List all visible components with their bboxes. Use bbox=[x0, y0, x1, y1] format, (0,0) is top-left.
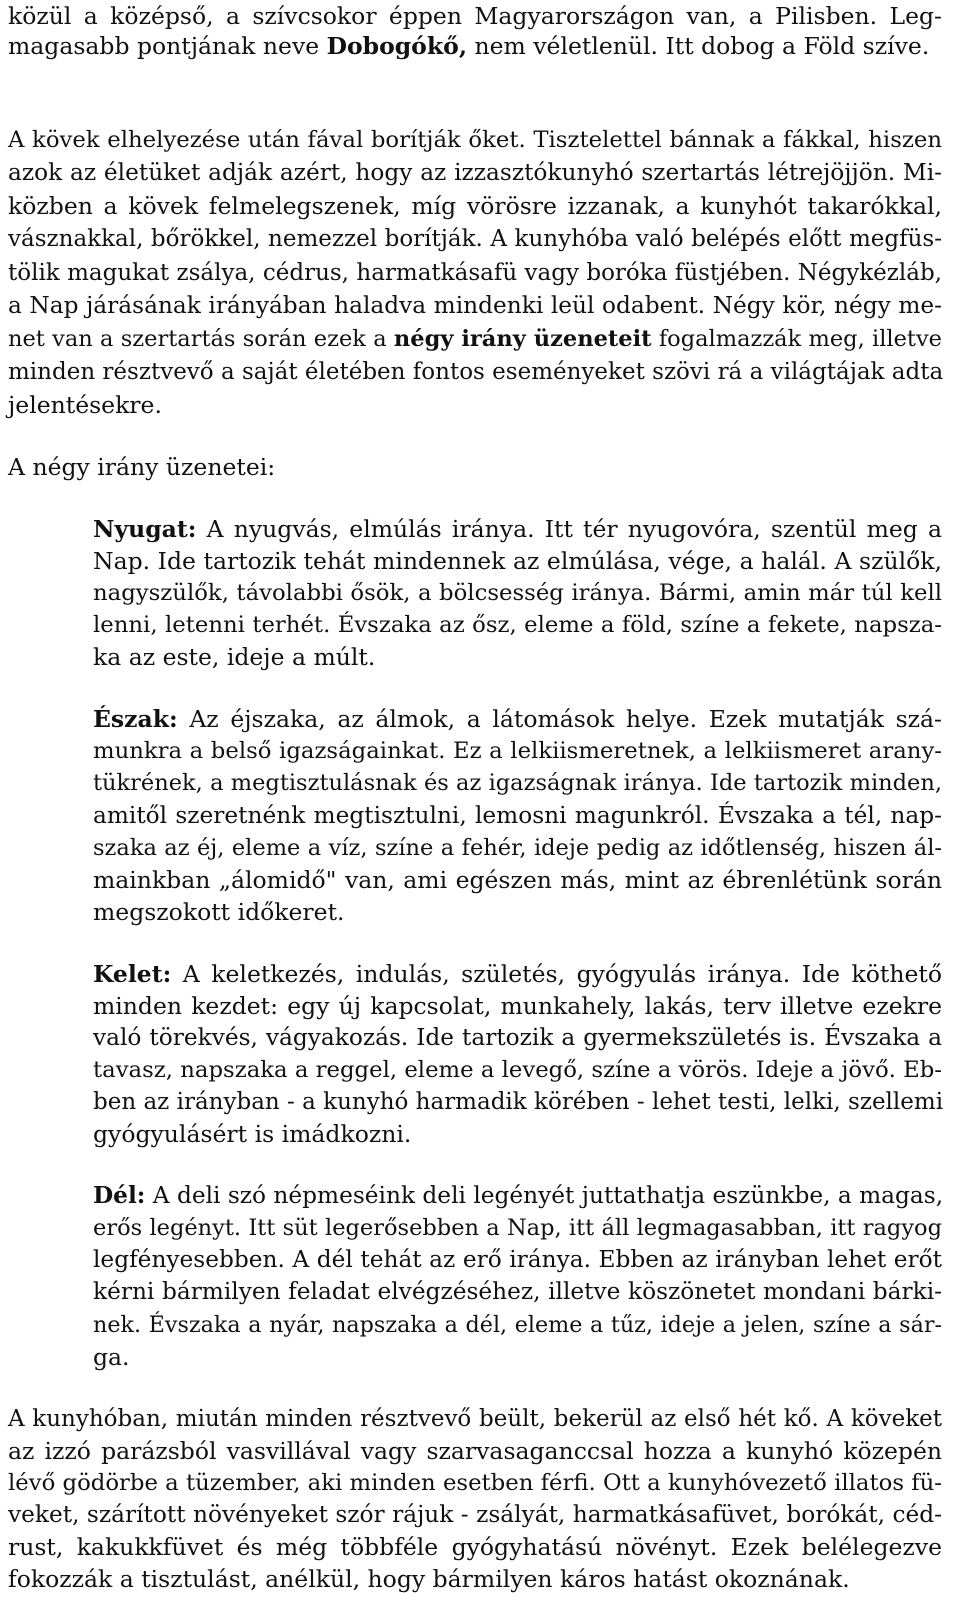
del-text-2: erős legényt. Itt süt legerősebben a Nap, itt áll legmagasabban, itt ragyog bbox=[93, 1215, 942, 1242]
nyugat-text-4: lenni, letenni terhét. Évszaka az ősz, eleme a föld, színe a fekete, napsza- bbox=[93, 612, 942, 639]
eszak-line-2 bbox=[93, 735, 942, 767]
last-text-3: lévő gödörbe a tüzember, aki minden esetben férfi. Ott a kunyhóvezető illatos fü- bbox=[8, 1469, 942, 1496]
p2-line-1 bbox=[8, 124, 942, 156]
nyugat-line-5 bbox=[93, 641, 942, 673]
del-line-5 bbox=[93, 1309, 942, 1341]
nyugat-line-2 bbox=[93, 545, 942, 577]
p2-text-3: közben a kövek felmelegszenek, míg vörösre izzanak, a kunyhót takarókkal, bbox=[8, 192, 942, 221]
last-line-3 bbox=[8, 1467, 942, 1499]
kelet-line-5 bbox=[93, 1086, 942, 1118]
kelet-text-6: gyógyulásért is imádkozni. bbox=[93, 1120, 412, 1149]
last-line-6 bbox=[8, 1563, 942, 1595]
last-text-2: az izzó parázsból vasvillával vagy szarvasaganccsal hozza a kunyhó közepén bbox=[8, 1436, 942, 1465]
p2-line-8 bbox=[8, 356, 942, 388]
del-text-4: kérni bármilyen feladat elvégzéséhez, illetve köszönetet mondani bárki- bbox=[93, 1278, 942, 1306]
negy-irany-bold: négy irány üzeneteit bbox=[393, 325, 652, 352]
p2-text-2: azok az életüket adják azért, hogy az izzasztókunyhó szertartás létrejöjjön. Mi- bbox=[8, 159, 942, 187]
nyugat-text-1: A nyugvás, elmúlás iránya. Itt tér nyugovóra, szentül meg a bbox=[196, 514, 942, 543]
p2-text-7a: net van a szertartás során ezek a bbox=[8, 325, 394, 352]
del-line-1 bbox=[93, 1180, 942, 1212]
kelet-text-4: tavasz, napszaka a reggel, eleme a levegő, színe a vörös. Ideje a jövő. Eb- bbox=[93, 1057, 942, 1083]
eszak-line-1 bbox=[93, 703, 942, 735]
eszak-text-6: mainkban „álomidő" van, ami egészen más, mint az ébrenlétünk során bbox=[93, 865, 942, 894]
eszak-text-1: Az éjszaka, az álmok, a látomások helye. Ezek mutatják szá- bbox=[177, 705, 942, 734]
intro-text-1: közül a középső, a szívcsokor éppen Magyarországon van, a Pilisben. Leg- bbox=[8, 2, 942, 30]
p2-line-6 bbox=[8, 290, 942, 322]
p2-line-7 bbox=[8, 323, 942, 355]
p2-line-3 bbox=[8, 190, 942, 222]
del-line-4 bbox=[93, 1276, 942, 1308]
kelet-line-6 bbox=[93, 1118, 942, 1150]
last-line-5 bbox=[8, 1531, 942, 1563]
p2-text-6: a Nap járásának irányában haladva mindenki leül odabent. Négy kör, négy me- bbox=[8, 291, 942, 319]
kelet-line-3 bbox=[93, 1022, 942, 1054]
eszak-line-6 bbox=[93, 864, 942, 896]
eszak-line-7 bbox=[93, 896, 942, 928]
dobogoko-bold: Dobogókő, bbox=[326, 32, 467, 61]
del-line-6 bbox=[93, 1341, 942, 1373]
kelet-text-5: ben az irányban - a kunyhó harmadik körében - lehet testi, lelki, szellemi bbox=[93, 1089, 944, 1115]
nyugat-text-5: ka az este, ideje a múlt. bbox=[93, 643, 376, 672]
eszak-label: Észak: bbox=[93, 705, 178, 734]
eszak-line-5 bbox=[93, 832, 942, 864]
nyugat-line-1 bbox=[93, 513, 942, 545]
p3-text-1: A négy irány üzenetei: bbox=[8, 452, 276, 481]
kelet-line-2 bbox=[93, 990, 942, 1022]
eszak-text-2: munkra a belső igazságainkat. Ez a lelkiismeretnek, a lelkiismeret arany- bbox=[93, 738, 942, 765]
eszak-text-3: tükrének, a megtisztulásnak és az igazságnak iránya. Ide tartozik minden, bbox=[93, 770, 942, 797]
intro-line-1 bbox=[8, 0, 942, 32]
eszak-line-4 bbox=[93, 800, 942, 832]
del-text-1: A deli szó népmeséink deli legényét juttathatja eszünkbe, a magas, bbox=[145, 1182, 944, 1210]
kelet-text-1: A keletkezés, indulás, születés, gyógyulás iránya. Ide köthető bbox=[171, 959, 942, 988]
del-line-2 bbox=[93, 1212, 942, 1244]
p2-text-5: tölik magukat zsálya, cédrus, harmatkásafü vagy boróka füstjében. Négykézláb, bbox=[8, 259, 942, 286]
del-label: Dél: bbox=[93, 1182, 146, 1210]
nyugat-line-3 bbox=[93, 577, 942, 609]
kelet-text-3: való törekvés, vágyakozás. Ide tartozik a gyermekszületés is. Évszaka a bbox=[93, 1023, 942, 1051]
last-line-2 bbox=[8, 1435, 942, 1467]
eszak-line-3 bbox=[93, 767, 942, 799]
eszak-text-7: megszokott időkeret. bbox=[93, 897, 345, 926]
p2-text-7c: fogalmazzák meg, illetve bbox=[651, 325, 943, 352]
nyugat-label: Nyugat: bbox=[93, 514, 197, 543]
p2-text-4: vásznakkal, bőrökkel, nemezzel borítják. A kunyhóba való belépés előtt megfüs- bbox=[8, 226, 942, 253]
kelet-line-4 bbox=[93, 1054, 942, 1086]
intro-text-2a: magasabb pontjának neve bbox=[8, 32, 327, 61]
last-line-4 bbox=[8, 1499, 942, 1531]
del-line-3 bbox=[93, 1244, 942, 1276]
nyugat-text-2: Nap. Ide tartozik tehát mindennek az elmúlása, vége, a halál. A szülők, bbox=[93, 547, 942, 575]
p2-line-2 bbox=[8, 157, 942, 189]
kelet-line-1 bbox=[93, 958, 942, 990]
last-text-1: A kunyhóban, miután minden résztvevő beült, bekerül az első hét kő. A köveket bbox=[8, 1405, 942, 1432]
last-text-6: fokozzák a tisztulást, anélkül, hogy bármilyen káros hatást okoznának. bbox=[8, 1565, 850, 1593]
nyugat-line-4 bbox=[93, 609, 942, 641]
p3-heading bbox=[8, 451, 942, 483]
eszak-text-4: amitől szeretnénk megtisztulni, lemosni magunkról. Évszaka a tél, nap- bbox=[93, 801, 942, 829]
last-text-4: veket, szárított növényeket szór rájuk - zsályát, harmatkásafüvet, borókát, céd- bbox=[8, 1500, 942, 1528]
del-text-3: legfényesebben. A dél tehát az erő iránya. Ebben az irányban lehet erőt bbox=[93, 1246, 942, 1274]
kelet-text-2: minden kezdet: egy új kapcsolat, munkahely, lakás, terv illetve ezekre bbox=[93, 991, 942, 1020]
p2-line-4 bbox=[8, 223, 942, 255]
intro-line-2 bbox=[8, 30, 942, 62]
last-text-5: rust, kakukkfüvet és még többféle gyógyhatású növényt. Ezek belélegezve bbox=[8, 1532, 942, 1561]
p2-line-9 bbox=[8, 389, 942, 421]
kelet-label: Kelet: bbox=[93, 959, 172, 988]
del-text-6: ga. bbox=[93, 1342, 130, 1371]
p2-text-1: A kövek elhelyezése után fával borítják őket. Tisztelettel bánnak a fákkal, hiszen bbox=[8, 127, 942, 154]
eszak-text-5: szaka az éj, eleme a víz, színe a fehér, ideje pedig az időtlenség, hiszen ál- bbox=[93, 834, 942, 861]
nyugat-text-3: nagyszülők, távolabbi ősök, a bölcsesség iránya. Bármi, amin már túl kell bbox=[93, 580, 942, 606]
last-line-1 bbox=[8, 1403, 942, 1435]
p2-line-5 bbox=[8, 257, 942, 289]
p2-text-8: minden résztvevő a saját életében fontos eseményeket szövi rá a világtájak adta bbox=[8, 358, 944, 385]
p2-text-9: jelentésekre. bbox=[8, 390, 162, 419]
intro-text-2c: nem véletlenül. Itt dobog a Föld szíve. bbox=[467, 32, 930, 61]
del-text-5: nek. Évszaka a nyár, napszaka a dél, eleme a tűz, ideje a jelen, színe a sár- bbox=[93, 1311, 942, 1338]
